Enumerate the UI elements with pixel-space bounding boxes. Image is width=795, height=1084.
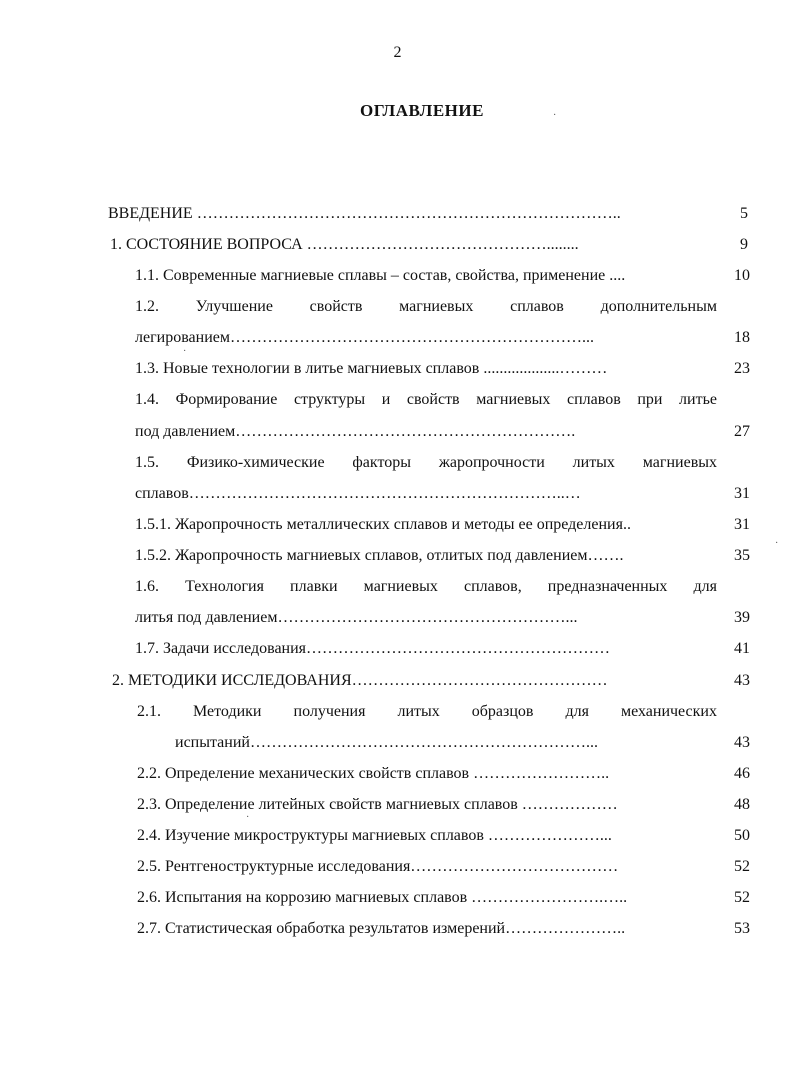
scan-speck: · <box>246 812 250 823</box>
toc-entry-page: 39 <box>734 609 750 626</box>
toc-entry-page: 50 <box>734 827 750 844</box>
toc-entry-page: 52 <box>734 858 750 875</box>
toc-entry-title: 2.2. Определение механических свойств сплавов …………………….. <box>137 765 610 782</box>
toc-entry-title-line2: литья под давлением………………………………………………... <box>135 609 578 626</box>
toc-entry-page: 53 <box>734 920 750 937</box>
toc-entry-title: 1. СОСТОЯНИЕ ВОПРОСА ………………………………………........ <box>110 236 579 253</box>
toc-entry-title-line2: испытаний………………………………………………………... <box>175 734 598 751</box>
scan-speck: · <box>183 346 187 357</box>
toc-entry-title-line2: под давлением………………………………………………………. <box>135 423 576 440</box>
toc-entry-title: 2.5. Рентгеноструктурные исследования………………………………… <box>137 858 619 875</box>
toc-entry-page: 46 <box>734 765 750 782</box>
toc-entry-title: 1.7. Задачи исследования………………………………………………… <box>135 640 611 657</box>
toc-entry-title-line1: 1.4. Формирование структуры и свойств магниевых сплавов при литье <box>135 391 717 408</box>
toc-entry-title-line1: 1.5. Физико-химические факторы жаропрочности литых магниевых <box>135 454 717 471</box>
page-number: 2 <box>393 44 402 61</box>
toc-entry-title-line1: 1.2. Улучшение свойств магниевых сплавов дополнительным <box>135 298 717 315</box>
toc-entry-page: 31 <box>734 516 750 533</box>
toc-entry-title: 2.7. Статистическая обработка результатов измерений………………….. <box>137 920 626 937</box>
toc-entry-title: 2.6. Испытания на коррозию магниевых сплавов …………………….….. <box>137 889 628 906</box>
toc-entry-page: 10 <box>734 267 750 284</box>
toc-entry-title-line1: 2.1. Методики получения литых образцов для механических <box>137 703 717 720</box>
toc-entry-page: 52 <box>734 889 750 906</box>
toc-entry-page: 5 <box>740 205 748 222</box>
toc-entry-title: 2.4. Изучение микроструктуры магниевых сплавов …………………... <box>137 827 612 844</box>
toc-entry-page: 48 <box>734 796 750 813</box>
toc-entry-page: 31 <box>734 485 750 502</box>
toc-entry-page: 43 <box>734 734 750 751</box>
toc-entry-title-line2: сплавов……………………………………………………………..… <box>135 485 581 502</box>
toc-entry-page: 18 <box>734 329 750 346</box>
page-title: ОГЛАВЛЕНИЕ <box>360 101 484 120</box>
toc-entry-title: 1.1. Современные магниевые сплавы – состав, свойства, применение .... <box>135 267 626 284</box>
toc-entry-page: 9 <box>740 236 748 253</box>
toc-entry-title: ВВЕДЕНИЕ …………………………………………………………………….. <box>108 205 621 222</box>
toc-entry-title: 1.5.2. Жаропрочность магниевых сплавов, отлитых под давлением……. <box>135 547 624 564</box>
toc-entry-title: 2. МЕТОДИКИ ИССЛЕДОВАНИЯ………………………………………… <box>112 672 608 689</box>
toc-entry-title: 2.3. Определение литейных свойств магниевых сплавов ……………… <box>137 796 618 813</box>
toc-entry-page: 35 <box>734 547 750 564</box>
toc-entry-title-line2: легированием…………………………………………………………... <box>135 329 595 346</box>
toc-entry-page: 27 <box>734 423 750 440</box>
toc-entry-title: 1.3. Новые технологии в литье магниевых сплавов ...................……… <box>135 360 608 377</box>
toc-entry-page: 23 <box>734 360 750 377</box>
toc-entry-page: 41 <box>734 640 750 657</box>
toc-entry-title: 1.5.1. Жаропрочность металлических сплавов и методы ее определения.. <box>135 516 631 533</box>
toc-entry-page: 43 <box>734 672 750 689</box>
scan-speck: · <box>553 110 557 121</box>
scan-speck: · <box>775 538 779 549</box>
toc-entry-title-line1: 1.6. Технология плавки магниевых сплавов, предназначенных для <box>135 578 717 595</box>
